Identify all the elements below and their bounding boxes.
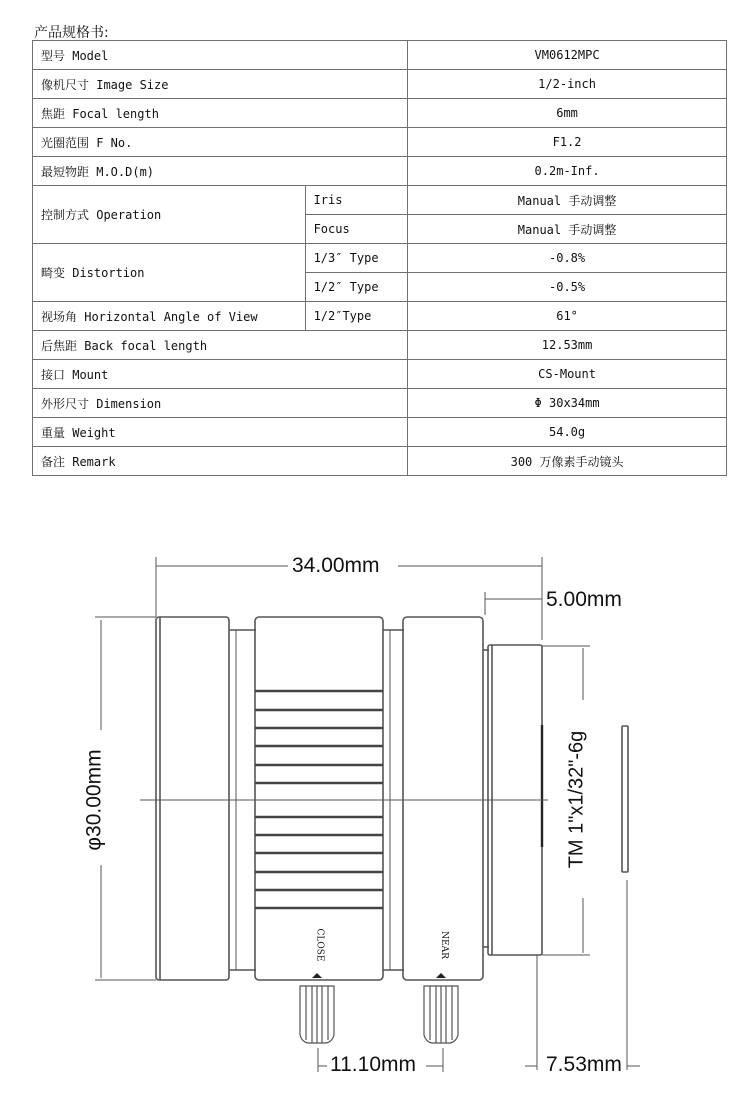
close-knob-label: CLOSE	[314, 928, 325, 962]
row-sublabel: Iris	[305, 186, 408, 215]
knob-spacing-dimension-label: 11.10mm	[330, 1053, 416, 1076]
row-value: -0.8%	[408, 244, 727, 273]
lens-outline-icon	[0, 540, 750, 1116]
row-label: 重量 Weight	[33, 418, 408, 447]
row-value: 54.0g	[408, 418, 727, 447]
row-value: 0.2m-Inf.	[408, 157, 727, 186]
diameter-dimension-label: φ30.00mm	[82, 749, 106, 851]
table-row	[33, 244, 727, 273]
table-row	[33, 331, 727, 360]
row-label: 后焦距 Back focal length	[33, 331, 408, 360]
flange-dimension-label: 5.00mm	[546, 588, 622, 611]
table-row	[33, 447, 727, 476]
row-value: 12.53mm	[408, 331, 727, 360]
row-label: 像机尺寸 Image Size	[33, 70, 408, 99]
row-label: 视场角 Horizontal Angle of View	[33, 302, 306, 331]
row-value: Manual 手动调整	[408, 215, 727, 244]
row-value: VM0612MPC	[408, 41, 727, 70]
row-label: 备注 Remark	[33, 447, 408, 476]
table-row	[33, 186, 727, 215]
row-label: 型号 Model	[33, 41, 408, 70]
row-value: 1/2-inch	[408, 70, 727, 99]
back-focal-dimension-label: 7.53mm	[546, 1053, 622, 1076]
row-value: CS-Mount	[408, 360, 727, 389]
table-row	[33, 360, 727, 389]
table-row	[33, 302, 727, 331]
document-title: 产品规格书:	[34, 25, 109, 41]
row-value: Manual 手动调整	[408, 186, 727, 215]
row-label: 最短物距 M.O.D(m)	[33, 157, 408, 186]
row-value: 61°	[408, 302, 727, 331]
table-row	[33, 418, 727, 447]
thread-dimension-label: TM 1"x1/32"-6g	[565, 730, 588, 869]
row-value: -0.5%	[408, 273, 727, 302]
table-row	[33, 70, 727, 99]
table-row	[33, 41, 727, 70]
lens-dimension-drawing	[0, 540, 750, 1116]
row-label: 控制方式 Operation	[33, 186, 306, 244]
row-value: Φ 30x34mm	[408, 389, 727, 418]
row-label: 焦距 Focal length	[33, 99, 408, 128]
row-label: 畸变 Distortion	[33, 244, 306, 302]
row-label: 外形尺寸 Dimension	[33, 389, 408, 418]
length-dimension-label: 34.00mm	[292, 554, 380, 577]
table-row	[33, 157, 727, 186]
table-row	[33, 99, 727, 128]
near-knob-label: NEAR	[438, 931, 449, 959]
row-sublabel: 1/3″ Type	[305, 244, 408, 273]
row-sublabel: Focus	[305, 215, 408, 244]
table-row	[33, 128, 727, 157]
row-value: 6mm	[408, 99, 727, 128]
row-sublabel: 1/2″ Type	[305, 273, 408, 302]
row-label: 接口 Mount	[33, 360, 408, 389]
spec-table	[32, 40, 727, 476]
row-sublabel: 1/2″Type	[305, 302, 408, 331]
row-value: F1.2	[408, 128, 727, 157]
row-label: 光圈范围 F No.	[33, 128, 408, 157]
table-row	[33, 389, 727, 418]
row-value: 300 万像素手动镜头	[408, 447, 727, 476]
